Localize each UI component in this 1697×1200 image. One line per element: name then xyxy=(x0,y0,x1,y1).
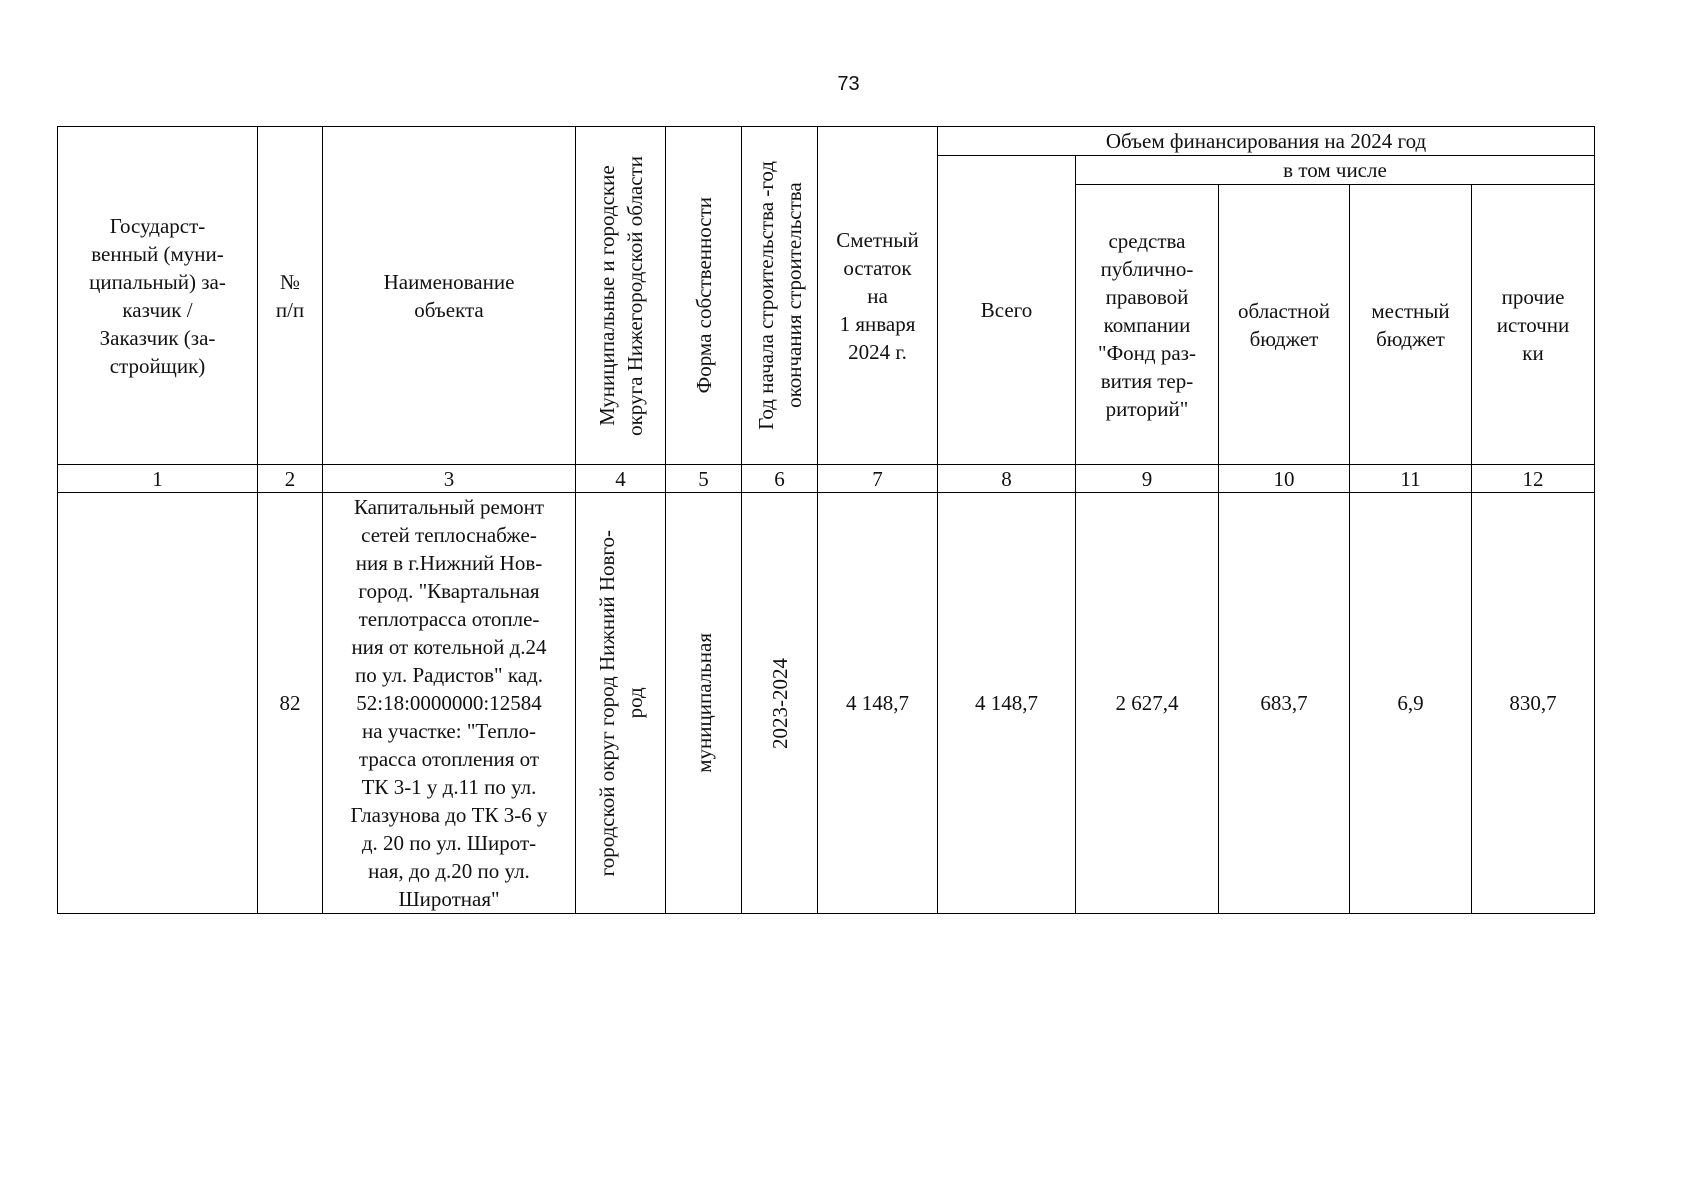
header-funding-title: Объем финансирования на 2024 год xyxy=(938,127,1595,156)
column-number: 4 xyxy=(576,465,666,493)
cell-customer xyxy=(58,493,258,914)
cell-estimate-remainder: 4 148,7 xyxy=(818,493,938,914)
table-row xyxy=(58,493,1595,914)
header-customer: Государст- венный (муни- ципальный) за- казчик / Заказчик (за- стройщик) xyxy=(58,127,258,465)
cell-ownership: муниципальная xyxy=(666,493,742,914)
header-estimate-remainder: Сметный остаток на 1 января 2024 г. xyxy=(818,127,938,465)
column-number: 12 xyxy=(1472,465,1595,493)
header-number: № п/п xyxy=(258,127,323,465)
column-number: 5 xyxy=(666,465,742,493)
cell-other: 830,7 xyxy=(1472,493,1595,914)
header-total: Всего xyxy=(938,156,1076,465)
header-fund: средства публично- правовой компании "Фонд раз- вития тер- риторий" xyxy=(1076,185,1219,465)
cell-fund: 2 627,4 xyxy=(1076,493,1219,914)
header-other: прочие источни ки xyxy=(1472,185,1595,465)
header-ownership: Форма собственности xyxy=(666,127,742,465)
header-local: местный бюджет xyxy=(1350,185,1472,465)
header-years: Год начала строительства -год окончания строительства xyxy=(742,127,818,465)
column-number: 11 xyxy=(1350,465,1472,493)
column-number: 8 xyxy=(938,465,1076,493)
header-including: в том числе xyxy=(1076,156,1595,185)
cell-municipality: городской округ город Нижний Новго- род xyxy=(576,493,666,914)
header-row-1 xyxy=(58,127,1595,156)
construction-funding-table xyxy=(57,126,1595,914)
column-number: 9 xyxy=(1076,465,1219,493)
column-number: 2 xyxy=(258,465,323,493)
cell-total: 4 148,7 xyxy=(938,493,1076,914)
cell-number: 82 xyxy=(258,493,323,914)
page-number: 73 xyxy=(837,73,860,95)
column-number: 1 xyxy=(58,465,258,493)
cell-regional: 683,7 xyxy=(1219,493,1350,914)
cell-years: 2023-2024 xyxy=(742,493,818,914)
cell-local: 6,9 xyxy=(1350,493,1472,914)
header-object-name: Наименование объекта xyxy=(323,127,576,465)
header-regional: областной бюджет xyxy=(1219,185,1350,465)
header-municipality: Муниципальные и городские округа Нижегородской области xyxy=(576,127,666,465)
column-number: 6 xyxy=(742,465,818,493)
column-number-row xyxy=(58,465,1595,493)
cell-object-name: Капитальный ремонт сетей теплоснабже- ния в г.Нижний Нов- город. "Квартальная теплотрасса отопле- ния от котельной д.24 по ул. Радистов" кад. 52:18:0000000:12584 на участке: "Тепло- трасса отопления от ТК 3-1 у д.11 по ул. Глазунова до ТК 3-6 у д. 20 по ул. Широт- ная, до д.20 по ул. Широтная" xyxy=(323,493,576,914)
column-number: 7 xyxy=(818,465,938,493)
column-number: 3 xyxy=(323,465,576,493)
column-number: 10 xyxy=(1219,465,1350,493)
